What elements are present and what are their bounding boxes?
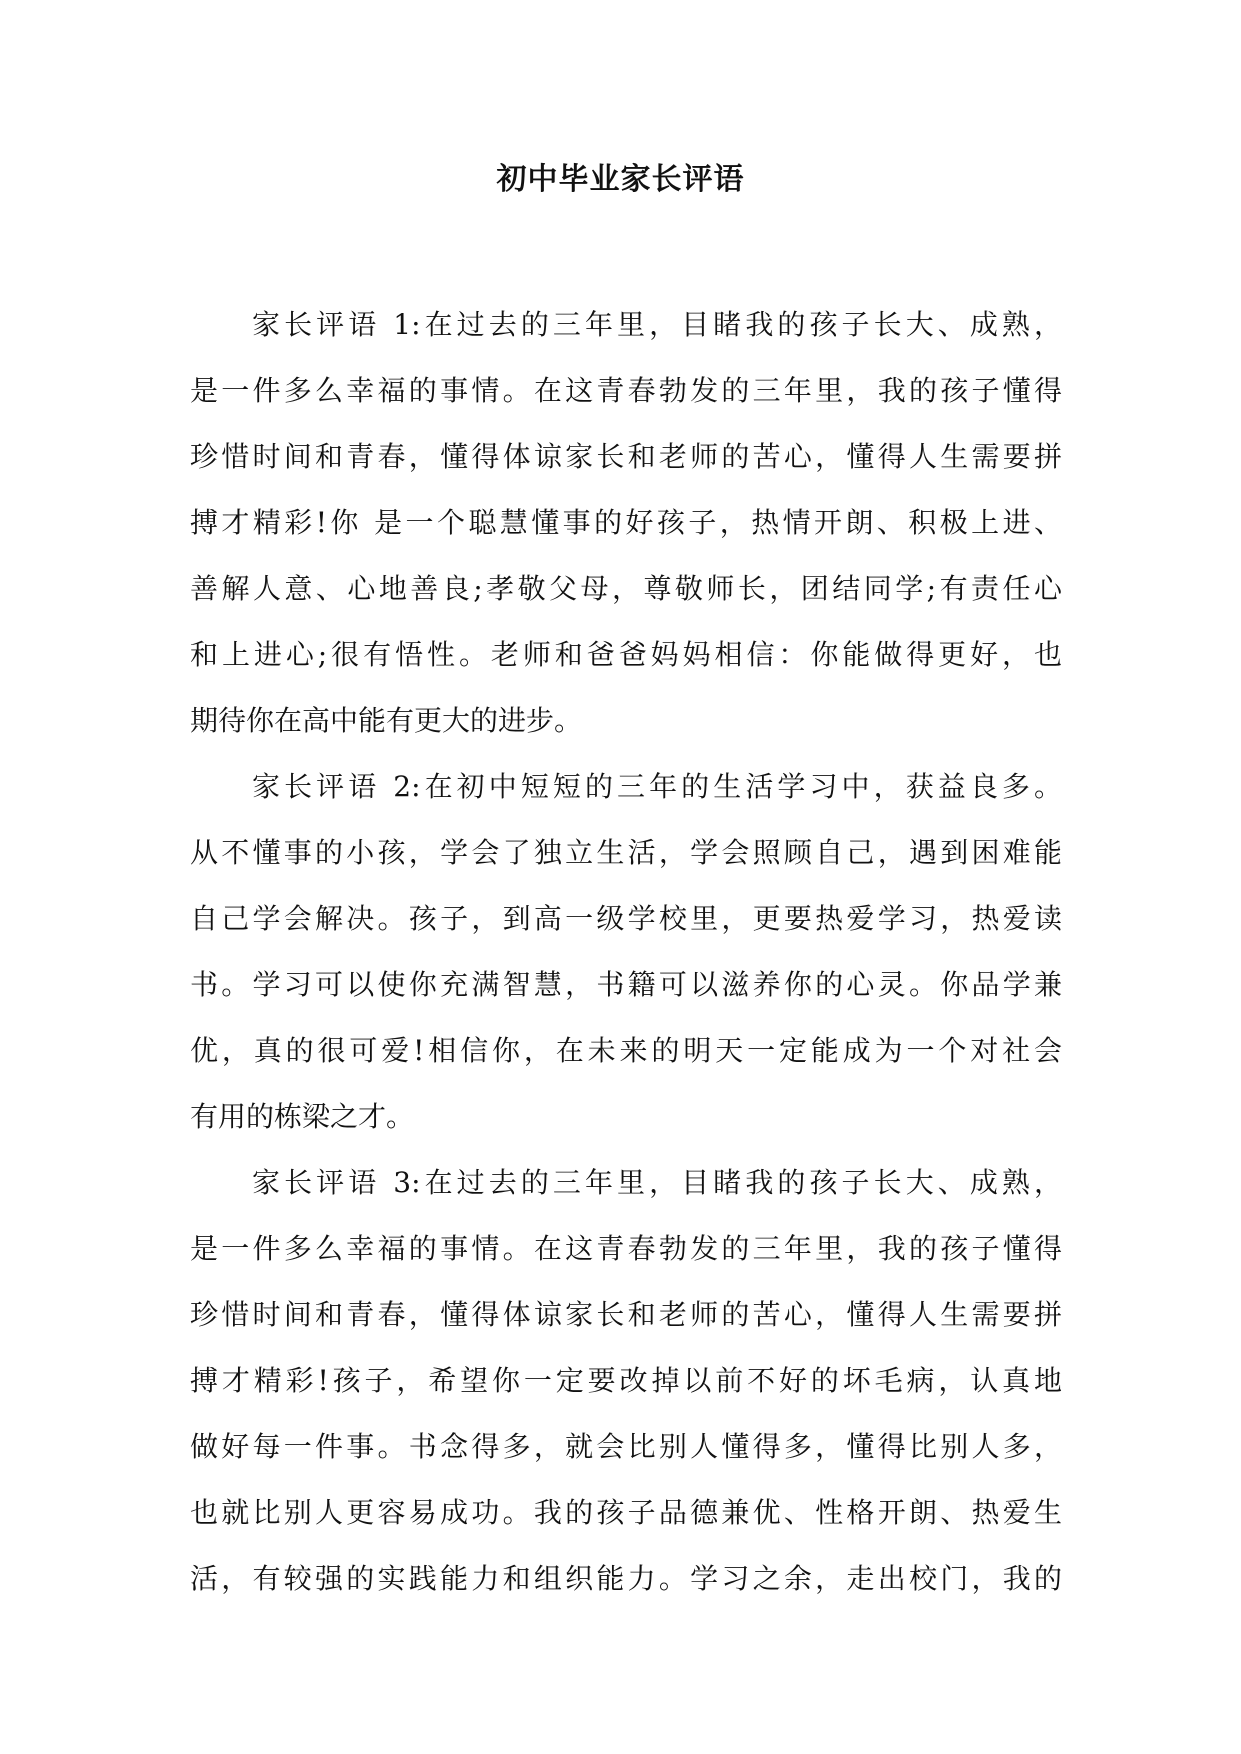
text-line: 从不懂事的小孩，学会了独立生活，学会照顾自己，遇到困难能 <box>190 836 1062 869</box>
text-line: 做好每一件事。书念得多，就会比别人懂得多，懂得比别人多， <box>190 1430 1062 1463</box>
paragraph <box>190 1150 1062 1612</box>
text-line: 是一件多么幸福的事情。在这青春勃发的三年里，我的孩子懂得 <box>190 1232 1062 1265</box>
text-line: 有用的栋梁之才。 <box>190 1100 415 1133</box>
text-line: 家长评语 3:在过去的三年里，目睹我的孩子长大、成熟， <box>252 1166 1062 1199</box>
text-line: 善解人意、心地善良;孝敬父母，尊敬师长，团结同学;有责任心 <box>190 572 1062 605</box>
text-line: 自己学会解决。孩子，到高一级学校里，更要热爱学习，热爱读 <box>190 902 1062 935</box>
document-title: 初中毕业家长评语 <box>496 162 745 197</box>
paragraph <box>190 292 1062 754</box>
text-line: 家长评语 1:在过去的三年里，目睹我的孩子长大、成熟， <box>252 308 1062 341</box>
text-line: 书。学习可以使你充满智慧，书籍可以滋养你的心灵。你品学兼 <box>190 968 1062 1001</box>
text-line: 珍惜时间和青春，懂得体谅家长和老师的苦心，懂得人生需要拼 <box>190 1298 1062 1331</box>
text-line: 期待你在高中能有更大的进步。 <box>190 704 583 737</box>
paragraph <box>190 754 1062 1150</box>
text-line: 和上进心;很有悟性。老师和爸爸妈妈相信：你能做得更好，也 <box>190 638 1062 671</box>
text-line: 也就比别人更容易成功。我的孩子品德兼优、性格开朗、热爱生 <box>190 1496 1062 1529</box>
text-line: 是一件多么幸福的事情。在这青春勃发的三年里，我的孩子懂得 <box>190 374 1062 407</box>
text-line: 活，有较强的实践能力和组织能力。学习之余，走出校门，我的 <box>190 1562 1062 1595</box>
document-body <box>190 292 1062 1612</box>
text-line: 搏才精彩!你 是一个聪慧懂事的好孩子，热情开朗、积极上进、 <box>190 506 1062 539</box>
text-line: 搏才精彩!孩子，希望你一定要改掉以前不好的坏毛病，认真地 <box>190 1364 1062 1397</box>
text-line: 家长评语 2:在初中短短的三年的生活学习中，获益良多。 <box>252 770 1062 803</box>
text-line: 优，真的很可爱!相信你，在未来的明天一定能成为一个对社会 <box>190 1034 1062 1067</box>
text-line: 珍惜时间和青春，懂得体谅家长和老师的苦心，懂得人生需要拼 <box>190 440 1062 473</box>
